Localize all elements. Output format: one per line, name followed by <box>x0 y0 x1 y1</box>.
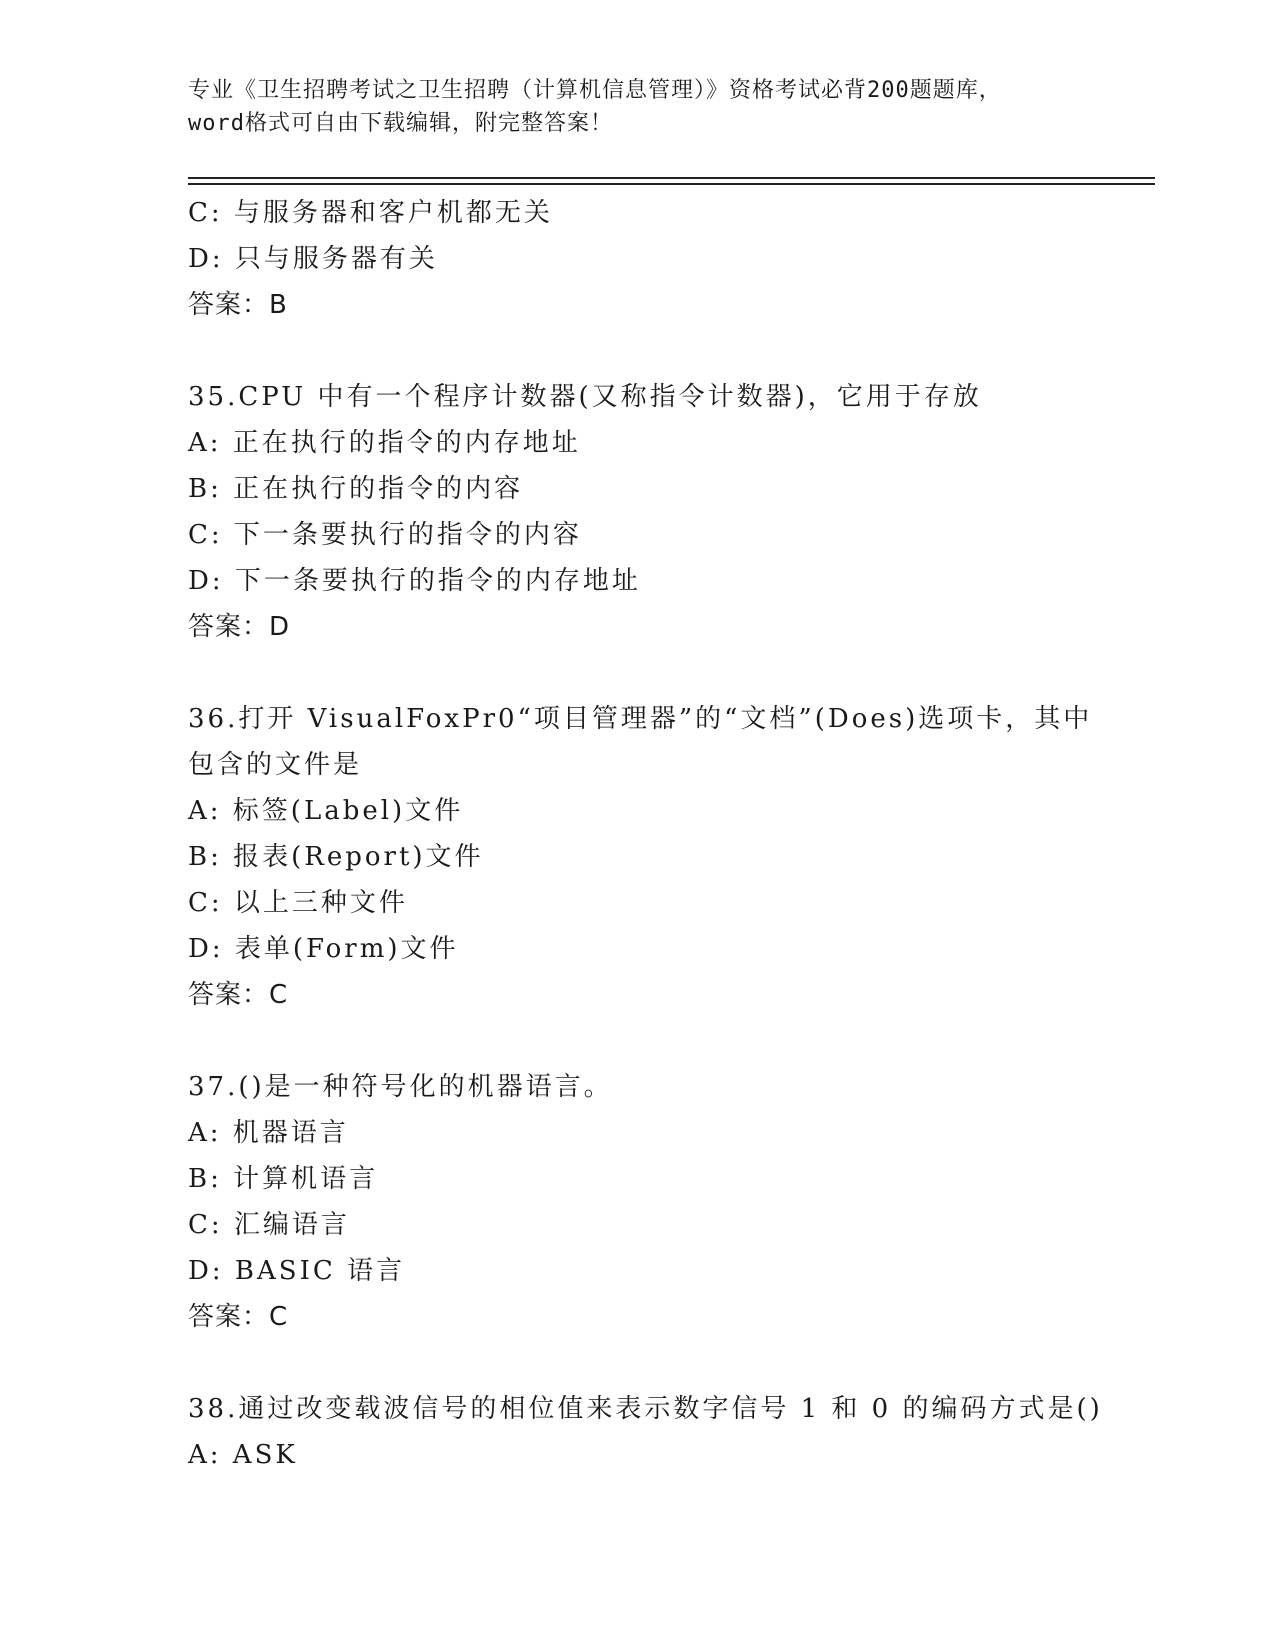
option-d: D: 只与服务器有关 <box>188 244 438 274</box>
answer: 答案：B <box>188 290 288 320</box>
spacer <box>188 1340 1158 1386</box>
answer: 答案：C <box>188 980 289 1010</box>
question-34 <box>188 190 1158 328</box>
header-line-2: word格式可自由下载编辑，附完整答案！ <box>188 111 613 136</box>
option-c: C: 下一条要执行的指令的内容 <box>188 520 582 550</box>
option-d: D: BASIC 语言 <box>188 1256 405 1286</box>
option-a: A: 标签(Label)文件 <box>188 796 464 826</box>
question-text-line-2: 包含的文件是 <box>188 750 363 780</box>
question-35 <box>188 374 1158 650</box>
question-text: 38.通过改变载波信号的相位值来表示数字信号 1 和 0 的编码方式是() <box>188 1394 1103 1424</box>
option-c: C: 与服务器和客户机都无关 <box>188 198 553 228</box>
option-b: B: 计算机语言 <box>188 1164 379 1194</box>
spacer <box>188 328 1158 374</box>
option-d: D: 表单(Form)文件 <box>188 934 459 964</box>
option-b: B: 正在执行的指令的内容 <box>188 474 524 504</box>
header-divider-bottom <box>188 183 1155 185</box>
answer: 答案：C <box>188 1302 289 1332</box>
question-36 <box>188 696 1158 1018</box>
question-list <box>188 190 1158 1478</box>
question-38 <box>188 1386 1158 1478</box>
header-line-1: 专业《卫生招聘考试之卫生招聘（计算机信息管理）》资格考试必背200题题库， <box>188 78 1002 103</box>
spacer <box>188 1018 1158 1064</box>
header-divider-top <box>188 177 1155 179</box>
option-d: D: 下一条要执行的指令的内存地址 <box>188 566 641 596</box>
answer: 答案：D <box>188 612 291 642</box>
spacer <box>188 650 1158 696</box>
document-header <box>188 74 1088 140</box>
question-text: 35.CPU 中有一个程序计数器(又称指令计数器)，它用于存放 <box>188 382 982 412</box>
question-37 <box>188 1064 1158 1340</box>
option-c: C: 汇编语言 <box>188 1210 350 1240</box>
option-b: B: 报表(Report)文件 <box>188 842 484 872</box>
question-text: 37.()是一种符号化的机器语言。 <box>188 1072 613 1102</box>
option-a: A: 正在执行的指令的内存地址 <box>188 428 581 458</box>
option-a: A: ASK <box>188 1440 298 1470</box>
question-text-line-1: 36.打开 VisualFoxPr0“项目管理器”的“文档”(Does)选项卡，其中 <box>188 704 1093 734</box>
option-c: C: 以上三种文件 <box>188 888 408 918</box>
option-a: A: 机器语言 <box>188 1118 349 1148</box>
